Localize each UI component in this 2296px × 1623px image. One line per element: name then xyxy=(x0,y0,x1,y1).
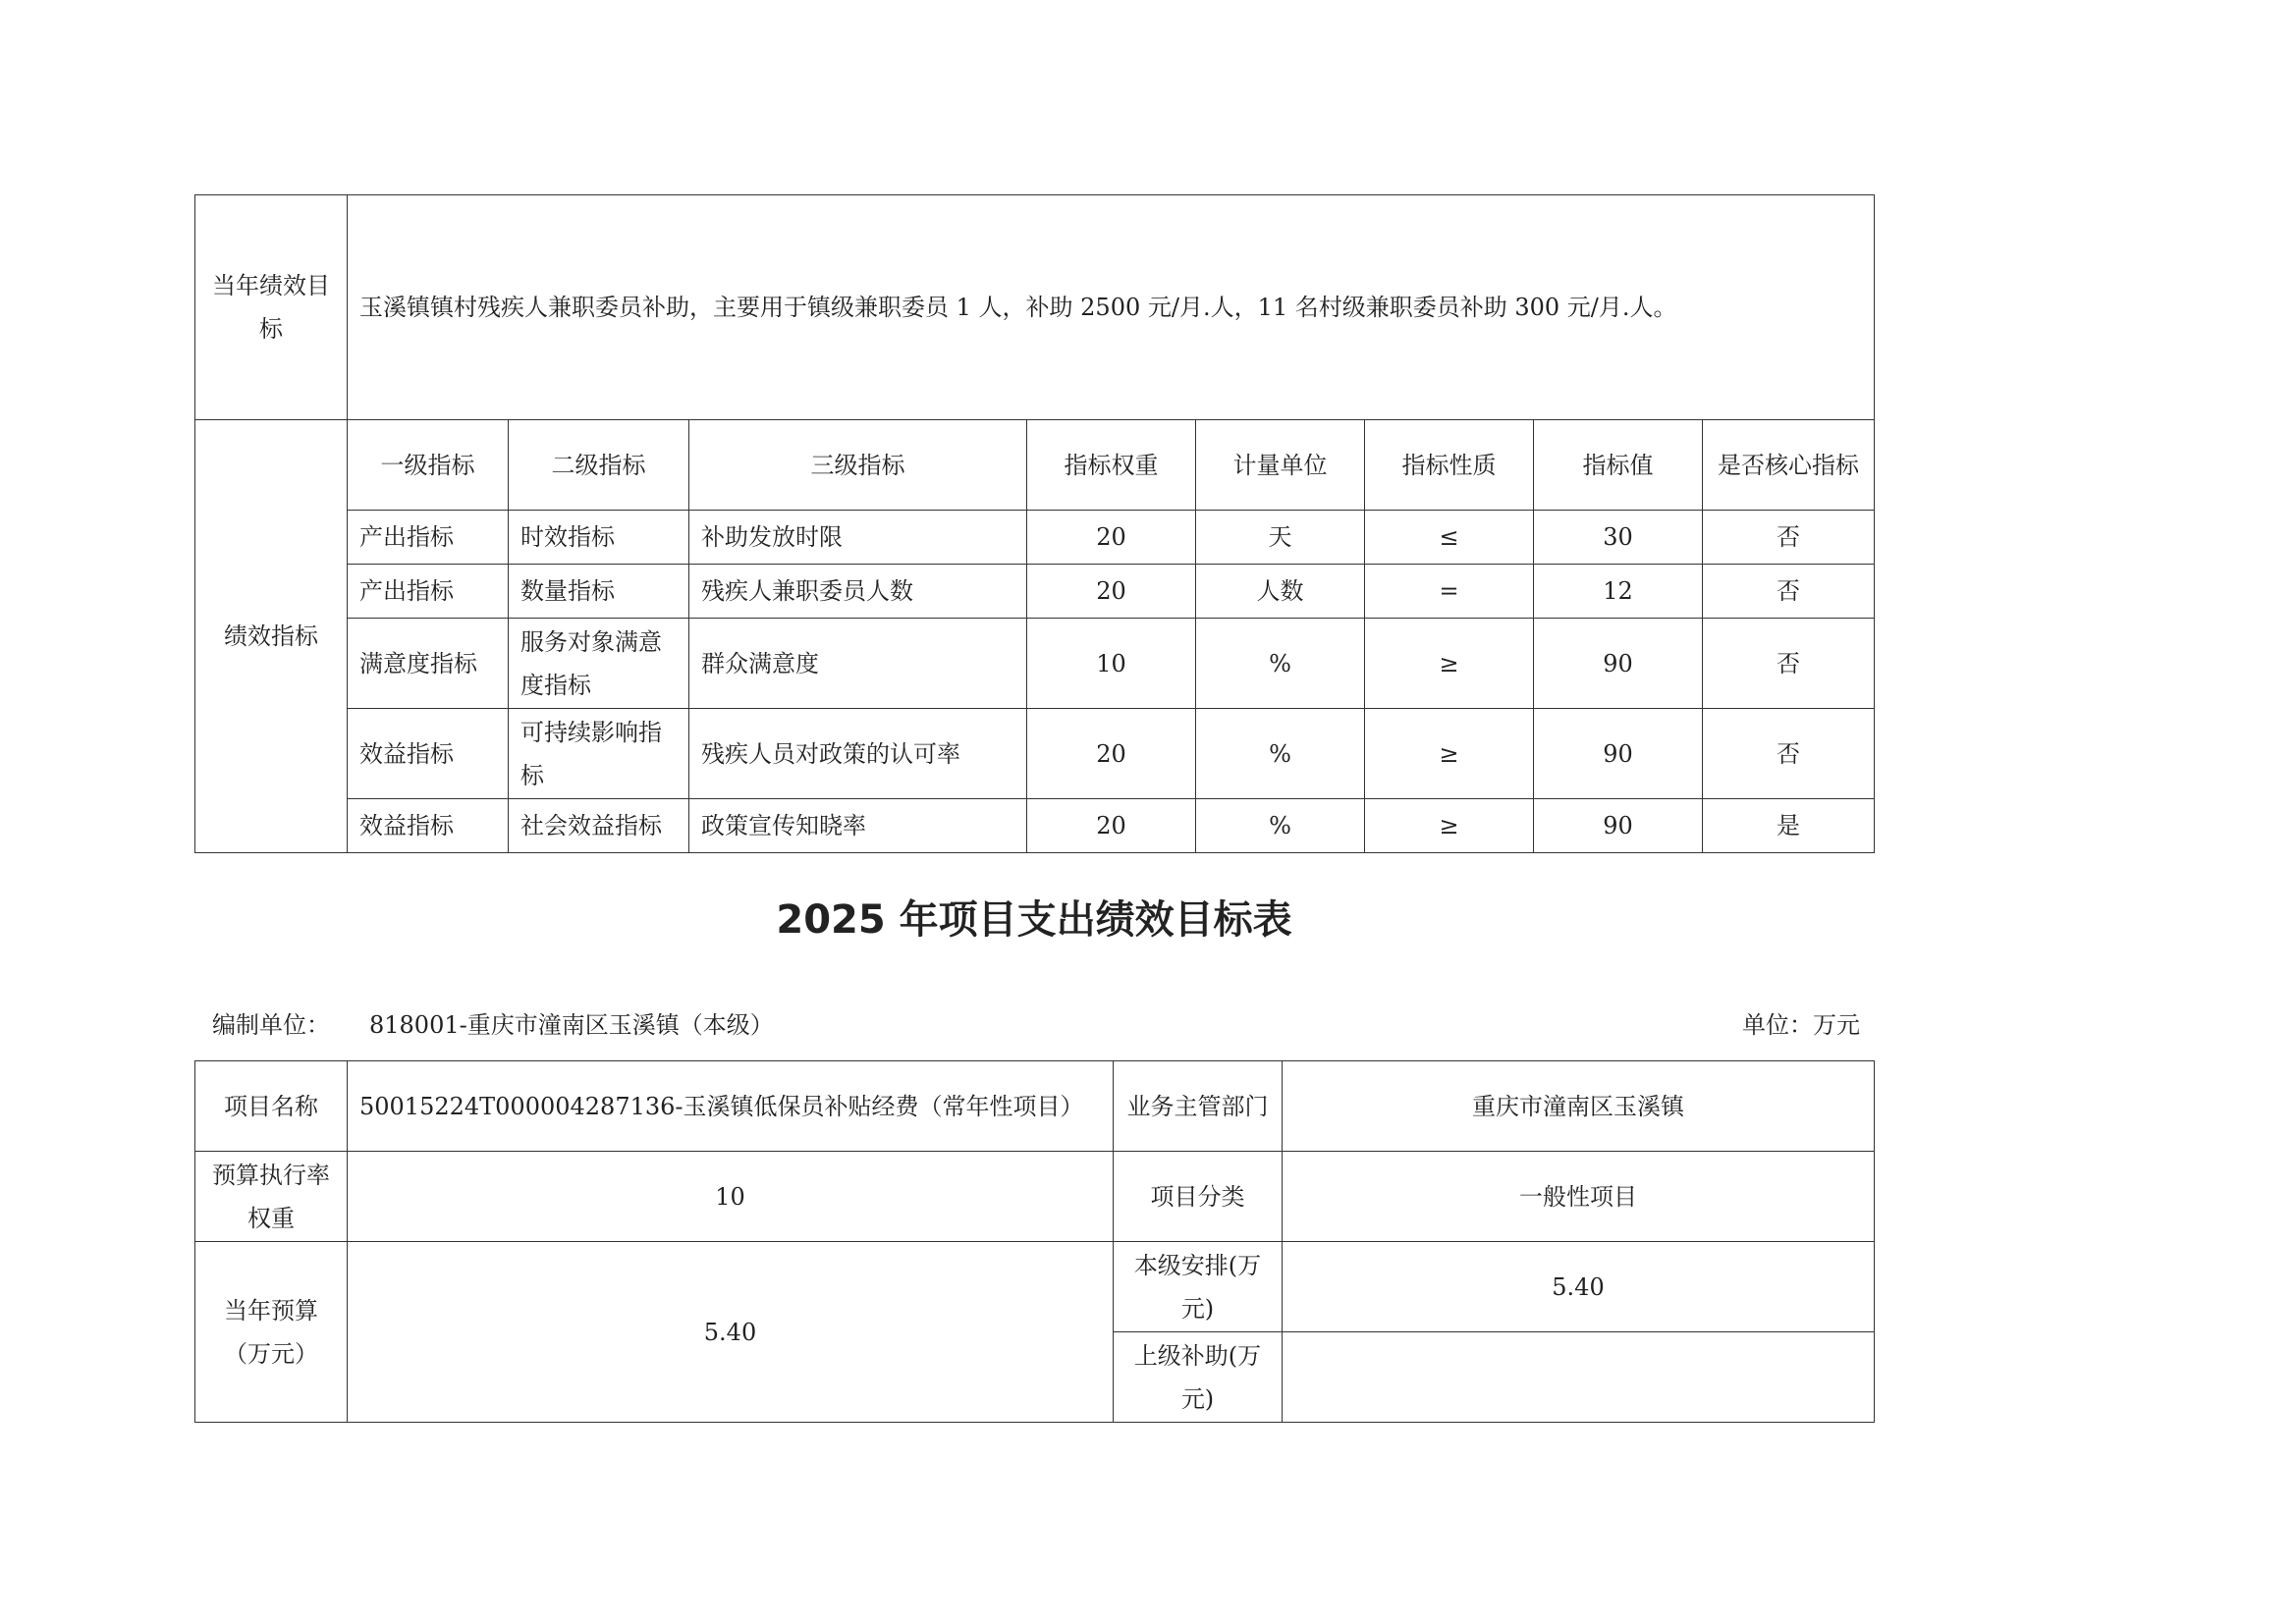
level3-cell: 政策宣传知晓率 xyxy=(689,799,1027,853)
dept-label: 业务主管部门 xyxy=(1114,1061,1283,1152)
level3-cell: 群众满意度 xyxy=(689,619,1027,709)
core-cell: 否 xyxy=(1703,709,1875,799)
project-name-label: 项目名称 xyxy=(195,1061,348,1152)
table-row xyxy=(195,511,1875,565)
nature-cell: ≤ xyxy=(1365,511,1534,565)
core-cell: 否 xyxy=(1703,565,1875,619)
unit-cell: % xyxy=(1196,709,1365,799)
unit-cell: 人数 xyxy=(1196,565,1365,619)
level1-cell: 产出指标 xyxy=(348,565,509,619)
level2-cell: 服务对象满意度指标 xyxy=(509,619,689,709)
exec-weight-row xyxy=(195,1152,1875,1242)
level3-cell: 残疾人员对政策的认可率 xyxy=(689,709,1027,799)
goal-row xyxy=(195,195,1875,420)
level3-cell: 补助发放时限 xyxy=(689,511,1027,565)
value-cell: 90 xyxy=(1534,709,1703,799)
budget-value: 5.40 xyxy=(348,1242,1114,1423)
compiling-unit-value: 818001-重庆市潼南区玉溪镇（本级） xyxy=(369,1011,774,1039)
compiling-unit-label: 编制单位： xyxy=(212,1011,330,1039)
weight-cell: 20 xyxy=(1027,799,1196,853)
unit-cell: 天 xyxy=(1196,511,1365,565)
level1-cell: 效益指标 xyxy=(348,709,509,799)
table-row xyxy=(195,709,1875,799)
value-cell: 12 xyxy=(1534,565,1703,619)
upper-subsidy-label: 上级补助(万元) xyxy=(1114,1332,1283,1423)
header-cell: 指标值 xyxy=(1534,420,1703,511)
core-cell: 否 xyxy=(1703,511,1875,565)
project-name-row xyxy=(195,1061,1875,1152)
table-row xyxy=(195,799,1875,853)
header-cell: 指标性质 xyxy=(1365,420,1534,511)
value-cell: 90 xyxy=(1534,799,1703,853)
project-name-value: 50015224T000004287136-玉溪镇低保员补贴经费（常年性项目） xyxy=(348,1061,1114,1152)
level1-cell: 满意度指标 xyxy=(348,619,509,709)
header-cell: 是否核心指标 xyxy=(1703,420,1875,511)
project-info-table xyxy=(194,1060,1875,1423)
currency-unit: 单位：万元 xyxy=(1742,1011,1860,1039)
header-cell: 计量单位 xyxy=(1196,420,1365,511)
unit-cell: % xyxy=(1196,619,1365,709)
category-label: 项目分类 xyxy=(1114,1152,1283,1242)
core-cell: 否 xyxy=(1703,619,1875,709)
header-cell: 二级指标 xyxy=(509,420,689,511)
table-row xyxy=(195,565,1875,619)
table-row xyxy=(195,619,1875,709)
weight-cell: 20 xyxy=(1027,565,1196,619)
level2-cell: 社会效益指标 xyxy=(509,799,689,853)
header-cell: 一级指标 xyxy=(348,420,509,511)
compiling-unit xyxy=(212,1005,774,1045)
budget-label: 当年预算（万元） xyxy=(195,1242,348,1423)
goal-text: 玉溪镇镇村残疾人兼职委员补助，主要用于镇级兼职委员 1 人，补助 2500 元/月.人，11 名村级兼职委员补助 300 元/月.人。 xyxy=(348,195,1875,420)
header-cell: 指标权重 xyxy=(1027,420,1196,511)
category-value: 一般性项目 xyxy=(1283,1152,1875,1242)
header-row xyxy=(195,420,1875,511)
nature-cell: ≥ xyxy=(1365,799,1534,853)
own-arrangement-value: 5.40 xyxy=(1283,1242,1875,1332)
weight-cell: 20 xyxy=(1027,709,1196,799)
own-arrangement-label: 本级安排(万元) xyxy=(1114,1242,1283,1332)
nature-cell: = xyxy=(1365,565,1534,619)
level1-cell: 产出指标 xyxy=(348,511,509,565)
weight-cell: 20 xyxy=(1027,511,1196,565)
goal-label: 当年绩效目标 xyxy=(195,195,348,420)
document-title: 2025 年项目支出绩效目标表 xyxy=(776,897,1292,943)
budget-row xyxy=(195,1242,1875,1332)
unit-cell: % xyxy=(1196,799,1365,853)
weight-cell: 10 xyxy=(1027,619,1196,709)
exec-weight-value: 10 xyxy=(348,1152,1114,1242)
value-cell: 90 xyxy=(1534,619,1703,709)
exec-weight-label: 预算执行率权重 xyxy=(195,1152,348,1242)
level2-cell: 可持续影响指标 xyxy=(509,709,689,799)
level2-cell: 时效指标 xyxy=(509,511,689,565)
upper-subsidy-value xyxy=(1283,1332,1875,1423)
level3-cell: 残疾人兼职委员人数 xyxy=(689,565,1027,619)
value-cell: 30 xyxy=(1534,511,1703,565)
indicator-table xyxy=(194,194,1875,853)
indicators-label: 绩效指标 xyxy=(195,420,348,853)
nature-cell: ≥ xyxy=(1365,619,1534,709)
level2-cell: 数量指标 xyxy=(509,565,689,619)
nature-cell: ≥ xyxy=(1365,709,1534,799)
level1-cell: 效益指标 xyxy=(348,799,509,853)
core-cell: 是 xyxy=(1703,799,1875,853)
dept-value: 重庆市潼南区玉溪镇 xyxy=(1283,1061,1875,1152)
header-cell: 三级指标 xyxy=(689,420,1027,511)
